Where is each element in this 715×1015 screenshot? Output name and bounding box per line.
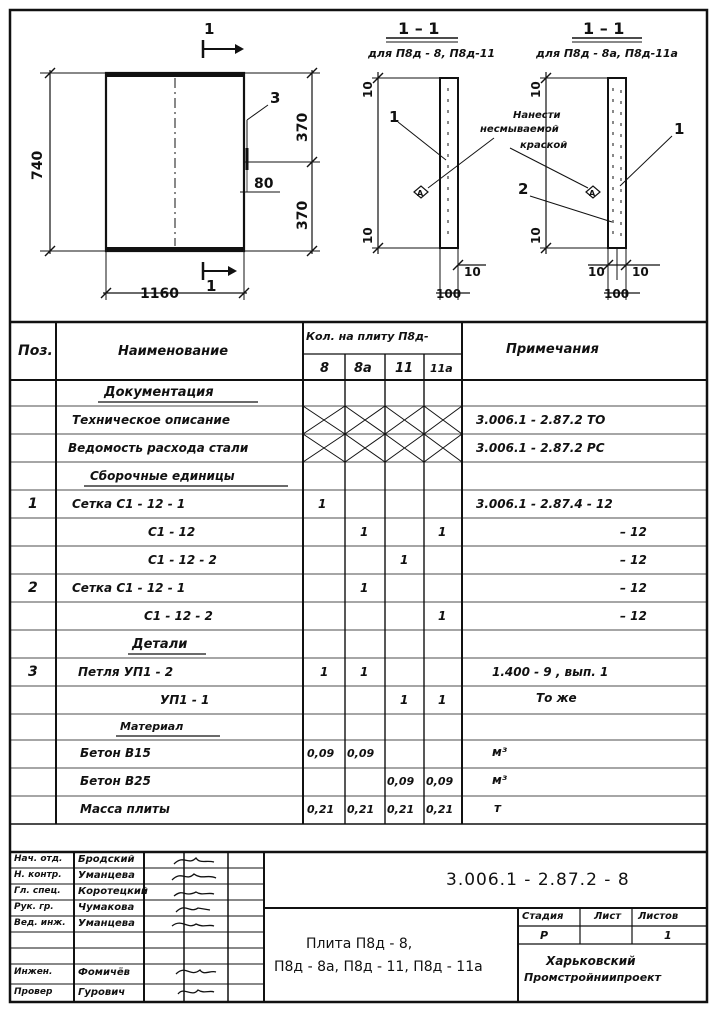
row-q11: 0,21	[387, 803, 415, 816]
signer-role: Рук. гр.	[14, 902, 54, 912]
row-note: 3.006.1 - 2.87.4 - 12	[476, 497, 613, 511]
section-right-subtitle: для П8д - 8а, П8д-11а	[536, 47, 678, 60]
row-note: 1.400 - 9 , вып. 1	[492, 665, 609, 679]
row-note: – 12	[620, 525, 647, 539]
signer-role: Инжен.	[14, 967, 53, 977]
row-name: Детали	[132, 637, 188, 652]
row-q11: 1	[400, 693, 409, 707]
row-q11a: 0,09	[426, 775, 454, 788]
header-pos: Поз.	[18, 343, 53, 359]
row-note: 3.006.1 - 2.87.2 РС	[476, 441, 605, 455]
header-col-11: 11	[395, 361, 414, 376]
doc-number: 3.006.1 - 2.87.2 - 8	[446, 870, 630, 890]
section-left-dim-w1: 10	[464, 265, 481, 279]
title-line1: Плита П8д - 8,	[306, 936, 413, 952]
row-q8a: 1	[360, 665, 369, 679]
section-left-title: 1 – 1	[398, 19, 440, 38]
sheets-value: 1	[664, 929, 672, 942]
row-name: Бетон В15	[80, 746, 151, 760]
signature-mark	[176, 908, 210, 912]
row-q11: 1	[400, 553, 409, 567]
row-note: м³	[492, 745, 508, 759]
row-pos: 3	[28, 664, 38, 680]
row-name: Ведомость расхода стали	[68, 441, 249, 455]
signatures	[144, 852, 228, 1002]
section-right-callout-1: 1	[674, 120, 685, 138]
header-col-11a: 11а	[430, 362, 453, 375]
row-note: То же	[536, 691, 577, 705]
slab-section-right	[608, 78, 626, 248]
section-marker-bottom: 1	[206, 277, 217, 295]
sheets-label: Листов	[638, 911, 679, 922]
header-name: Наименование	[118, 344, 229, 359]
row-name: Сетка С1 - 12 - 1	[72, 497, 186, 511]
row-name: Масса плиты	[80, 802, 170, 816]
row-name: УП1 - 1	[160, 693, 210, 707]
row-q8a: 0,09	[347, 747, 375, 760]
row-pos: 1	[28, 496, 38, 512]
slab-section-left	[440, 78, 458, 248]
signer-role: Нач. отд.	[14, 854, 63, 864]
section-right	[510, 38, 672, 300]
mark-symbol-left: А	[417, 189, 424, 198]
row-note: – 12	[620, 609, 647, 623]
row-q8: 1	[318, 497, 327, 511]
row-note: – 12	[620, 553, 647, 567]
section-right-callout-2: 2	[518, 180, 529, 198]
section-right-dim-w3: 100	[604, 287, 630, 301]
signer-name: Гурович	[78, 987, 126, 998]
section-left-callout-1: 1	[389, 108, 400, 126]
row-q8: 0,09	[307, 747, 335, 760]
section-right-dim-top: 10	[529, 81, 543, 98]
header-qty: Кол. на плиту П8д-	[306, 330, 429, 343]
section-right-dim-w2: 10	[632, 265, 649, 279]
row-q8a: 1	[360, 525, 369, 539]
dim-width-label: 1160	[140, 286, 179, 302]
note-line2: несмываемой	[480, 124, 559, 135]
dim-height-label: 740	[30, 150, 46, 180]
row-note: 3.006.1 - 2.87.2 ТО	[476, 413, 606, 427]
row-pos: 2	[28, 580, 38, 596]
header-col-8: 8	[320, 361, 330, 376]
sheet-label: Лист	[594, 911, 622, 922]
signer-name: Бродский	[78, 854, 135, 865]
signature-mark	[172, 874, 216, 880]
row-note: т	[494, 801, 501, 815]
plan-view	[40, 40, 320, 300]
row-name: Сборочные единицы	[90, 469, 235, 483]
section-left	[372, 38, 494, 300]
stage-value: Р	[540, 929, 549, 942]
row-name: Материал	[120, 720, 184, 733]
header-notes: Примечания	[506, 342, 599, 357]
org-line1: Харьковский	[546, 954, 636, 968]
section-right-dim-bottom: 10	[529, 227, 543, 244]
signature-mark	[178, 990, 214, 994]
signature-mark	[174, 892, 214, 896]
row-name: Сетка С1 - 12 - 1	[72, 581, 186, 595]
section-left-dim-bottom: 10	[361, 227, 375, 244]
row-q8a: 1	[360, 581, 369, 595]
row-name: Бетон В25	[80, 774, 151, 788]
row-q11a: 1	[438, 693, 447, 707]
note-line1: Нанести	[513, 110, 561, 121]
row-q11a: 1	[438, 609, 447, 623]
signer-name: Уманцева	[78, 918, 135, 929]
signer-name: Уманцева	[78, 870, 135, 881]
row-name: С1 - 12	[148, 525, 196, 539]
row-q8a: 0,21	[347, 803, 375, 816]
signature-mark	[174, 858, 214, 864]
row-name: Петля УП1 - 2	[78, 665, 174, 679]
row-name: С1 - 12 - 2	[144, 609, 213, 623]
row-note: м³	[492, 773, 508, 787]
row-q11a: 1	[438, 525, 447, 539]
signer-name: Фомичёв	[78, 967, 130, 978]
signer-role: Н. контр.	[14, 870, 62, 880]
dim-offset-label: 80	[254, 176, 274, 192]
row-note: – 12	[620, 581, 647, 595]
org-line2: Промстройниипроект	[524, 971, 662, 984]
section-left-dim-top: 10	[361, 81, 375, 98]
signature-mark	[172, 923, 214, 926]
signature-mark	[176, 970, 216, 974]
mark-symbol-right: А	[589, 189, 596, 198]
section-right-title: 1 – 1	[583, 19, 625, 38]
row-q8: 0,21	[307, 803, 335, 816]
row-q11: 0,09	[387, 775, 415, 788]
note-line3: краской	[520, 140, 568, 151]
dim-upper-label: 370	[295, 112, 311, 142]
header-col-8a: 8а	[354, 361, 372, 376]
row-q8: 1	[320, 665, 329, 679]
section-left-subtitle: для П8д - 8, П8д-11	[368, 47, 496, 60]
row-name: Документация	[104, 385, 214, 400]
row-q11a: 0,21	[426, 803, 454, 816]
signer-role: Гл. спец.	[14, 886, 61, 896]
row-name: Техническое описание	[72, 413, 230, 427]
stage-label: Стадия	[522, 911, 564, 922]
signer-name: Чумакова	[78, 902, 135, 913]
row-name: С1 - 12 - 2	[148, 553, 217, 567]
dim-lower-label: 370	[295, 200, 311, 230]
signer-role: Провер	[14, 987, 53, 997]
signer-name: Коротецкий	[78, 886, 148, 897]
section-right-dim-w1: 10	[588, 265, 605, 279]
title-line2: П8д - 8а, П8д - 11, П8д - 11а	[274, 959, 483, 975]
section-marker-top: 1	[204, 20, 215, 38]
callout-3: 3	[270, 89, 281, 107]
section-left-dim-w2: 100	[436, 287, 462, 301]
signer-role: Вед. инж.	[14, 918, 66, 928]
